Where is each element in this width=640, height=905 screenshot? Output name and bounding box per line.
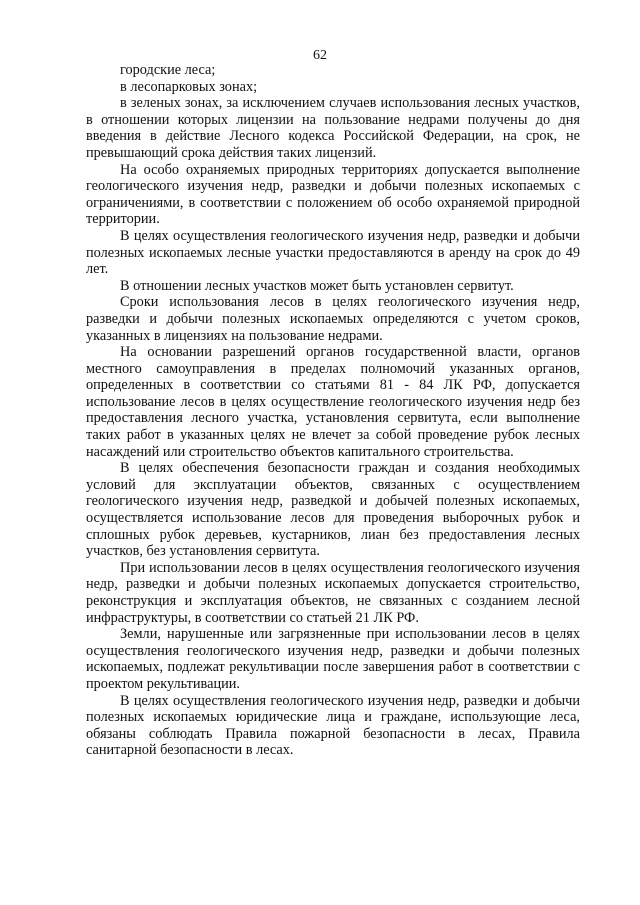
body-text	[86, 62, 580, 759]
paragraph-usage-terms: Сроки использования лесов в целях геологического изучения недр, разведки и добычи полезных ископаемых определяются с учетом сроков, указанных в лицензиях на пользование недрами.	[86, 294, 580, 344]
paragraph-lease-term: В целях осуществления геологического изучения недр, разведки и добычи полезных ископаемых лесные участки предоставляются в аренду на срок до 49 лет.	[86, 227, 580, 278]
paragraph-recultivation: Земли, нарушенные или загрязненные при использовании лесов в целях осуществления геологического изучения недр, разведки и добычи полезных ископаемых, подлежат рекультивации после завершения работ в соответствии с проектом рекультивации.	[86, 626, 580, 692]
paragraph-fire-safety-rules: В целях осуществления геологического изучения недр, разведки и добычи полезных ископаемых юридические лица и граждане, использующие леса, обязаны соблюдать Правила пожарной безопасности в лесах, Правила санитарной безопасности в лесах.	[86, 692, 580, 759]
page-number: 62	[313, 48, 327, 63]
list-item-green-zones: в зеленых зонах, за исключением случаев использования лесных участков, в отношении которых лицензии на пользование недрами получены до дня введения в действие Лесного кодекса Российской Федерации, на срок, не превышающий срока действия таких лицензий.	[86, 95, 580, 161]
paragraph-servitude: В отношении лесных участков может быть установлен сервитут.	[120, 277, 514, 294]
paragraph-permits: На основании разрешений органов государственной власти, органов местного самоуправления в пределах полномочий указанных органов, определенных в соответствии со статьями 81 - 84 ЛК РФ, допускается использование лесов в целях осуществление геологического изучения недр без предоставления лесного участка, установления сервитута, если выполнение таких работ в указанных целях не влечет за собой проведение рубок лесных насаждений или строительство объектов капитального строительства.	[86, 344, 580, 460]
paragraph-safety-cutting: В целях обеспечения безопасности граждан и создания необходимых условий для эксплуатации объектов, связанных с осуществлением геологического изучения недр, разведкой и добычей полезных ископаемых, осуществляется использование лесов для проведения выборочных рубок и сплошных рубок деревьев, кустарников, лиан без предоставления лесных участков, без установления сервитута.	[86, 460, 580, 560]
paragraph-construction: При использовании лесов в целях осуществления геологического изучения недр, разведки и добычи полезных ископаемых допускается строительство, реконструкция и эксплуатация объектов, не связанных с созданием лесной инфраструктуры, в соответствии со статьей 21 ЛК РФ.	[86, 559, 580, 626]
list-item-city-forests: городские леса;	[120, 62, 216, 78]
list-item-forest-park-zones: в лесопарковых зонах;	[120, 78, 258, 95]
paragraph-protected-territories: На особо охраняемых природных территориях допускается выполнение геологического изучения недр, разведки и добычи полезных ископаемых с ограничениями, в соответствии с положением об особо охраняемой природной территории.	[86, 161, 580, 228]
